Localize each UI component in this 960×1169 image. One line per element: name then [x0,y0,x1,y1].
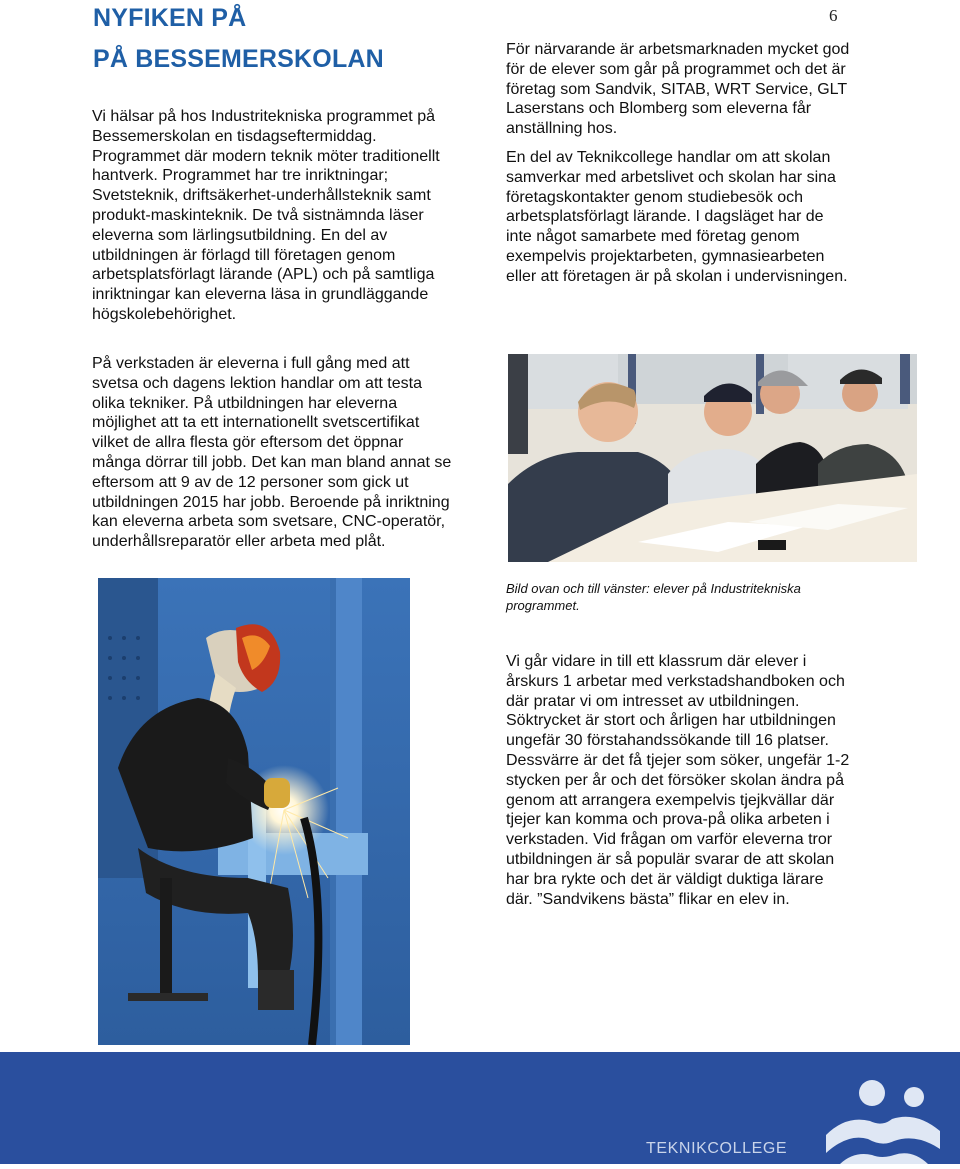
classroom-photo [508,354,917,562]
welding-photo [98,578,410,1045]
right-paragraph-3: Vi går vidare in till ett klassrum där elever i årskurs 1 arbetar med verkstadshandboken och där pratar vi om intresset av utbildningen. Söktrycket är stort och årligen har utbildningen ungefär 30 förstahandssökande till 16 platser. Dessvärre är det få tjejer som söker, ungefär 1-2 stycken per år och det försöker skolan ändra på genom att arrangera exempelvis tjejkvällar där tjejer kan komma och prova-på olika arbeten i verkstaden. Vid frågan om varför eleverna tror utbildningen är så populär svarar de att skolan har bra rykte och det är väldigt duktiga lärare där. ”Sandvikens bästa” flikar en elev in. [506,653,850,908]
footer-brand-text: TEKNIKCOLLEGE [646,1140,788,1157]
right-paragraph-2: En del av Teknikcollege handlar om att skolan samverkar med arbetslivet och skolan har sina företagskontakter genom studiebesök och arbetsplatsförlagt lärande. I dagsläget har de inte något samarbete med företag genom exempelvis projektarbeten, gymnasiearbeten eller att företagen är på skolan i undervisningen. [506,149,848,285]
page-title: NYFIKEN PÅ [93,4,247,32]
photo-caption: Bild ovan och till vänster: elever på Industritekniska programmet. [506,581,801,613]
left-paragraph-1: Vi hälsar på hos Industritekniska programmet på Bessemerskolan en tisdagseftermiddag. Programmet där modern teknik möter traditionellt hantverk. Programmet har tre inriktningar; Svetsteknik, driftsäkerhet-underhållsteknik samt produkt-maskinteknik. De två sistnämnda läser eleverna som lärlingsutbildning. En del av utbildningen är förlagd till företagen genom arbetsplatsförlagt lärande (APL) och på samtliga inriktningar kan eleverna läsa in grundläggande högskolebehörighet. [92,108,440,323]
page-subtitle: PÅ BESSEMERSKOLAN [93,45,384,73]
left-paragraph-2: På verkstaden är eleverna i full gång med att svetsa och dagens lektion handlar om att testa olika tekniker. På utbildningen har eleverna möjlighet att ta ett internationellt svetscertifikat vilket de allra flesta gör eftersom det öppnar många dörrar till jobb. Det kan man bland annat se eftersom att 9 av de 12 personer som gick ut utbildningen 2015 har jobb. Beroende på inriktning kan eleverna arbeta som svetsare, CNC-operatör, underhållsreparatör eller arbeta med plåt. [92,355,452,551]
page-number: 6 [829,6,838,25]
teknikcollege-logo-icon [812,1075,960,1164]
right-paragraph-1: För närvarande är arbetsmarknaden mycket god för de elever som går på programmet och det är företag som Sandvik, SITAB, WRT Service, GLT Laserstans och Blomberg som eleverna får anställning hos. [506,41,850,138]
